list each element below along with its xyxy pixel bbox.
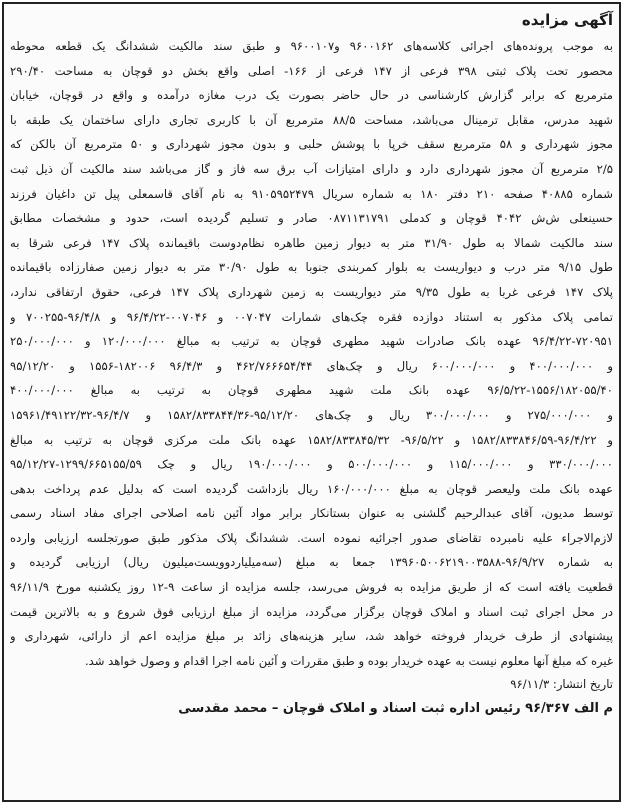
notice-text-line: و ۹۶/۴/۲۲-۱۵۸۲/۸۳۳۸۴۶/۵۹ و ۹۶/۵/۲۲- ۱۵۸۲/۸۳۳۸۴۵/۳۲ عهده بانک ملت مرکزی قوچان به ترتیب به مبالغ: [10, 432, 613, 447]
notice-text-line: در محل اجرای ثبت اسناد و املاک قوچان برگزار می‌گردد، مزایده از مبلغ ارزیابی فوق شروع و به بالاترین قیمت: [10, 604, 613, 619]
notice-text-line: حسینعلی ش‌ش ۴۰۴۲ قوچان و کدملی ۰۸۷۱۱۳۱۷۹۱ صادر و تسلیم گردیده است، حدود و مشخصات مطابق: [10, 211, 613, 226]
notice-text-line: ۳۳۰/۰۰۰/۰۰۰ و ۱۱۵/۰۰۰/۰۰۰ و ۵۰۰/۰۰۰/۰۰۰ و ۱۹۰/۰۰۰/۰۰۰ ریال و چک ۱۲۹۹/۶۶۵۱۵۵/۵۹-۹۵/۱۲/۲۷: [10, 457, 613, 472]
notice-text-line: سند مالکیت شمالا به طول ۳۱/۹۰ متر به دیوار زمین طاهره نظام‌دوست باقیمانده پلاک ۱۴۷ فرعی شرقا به: [10, 235, 613, 250]
notice-text-line: و ۴۰۰/۰۰۰/۰۰۰ و ۶۰۰/۰۰۰/۰۰۰ ریال و چک‌های ۴۶۲/۷۶۶۶۵۴/۴۴ و ۹۶/۴/۳ ۱۸۲۰۰۶-۱۵۵۶ و ۹۵/۱۲/۲۰: [10, 358, 613, 373]
notice-text-line: تمامی پلاک مذکور به استناد دوازده فقره چک‌های شمارات ۰۰۷۰۴۷ و ۰۰۷۰۴۶-۹۶/۴/۲۲ و ۹۶/۴/۸-۷۰۰۲۵۵ و: [10, 309, 613, 324]
notice-text-line: ۹۶/۴/۲۲-۷۲۰۹۵۱ عهده بانک صادرات شهید مطهری قوچان به ترتیب به مبالغ ۱۲۰/۰۰۰/۰۰۰ و ۲۵۰/۰۰۰/۰۰۰: [10, 334, 613, 349]
notice-text-line: عهده بانک ملت ولیعصر قوچان به مبلغ ۱۶۰/۰۰۰/۰۰۰ ریال بازداشت گردیده است که بدلیل عدم پرداخت بدهی: [10, 481, 613, 496]
publication-date: تاریخ انتشار: ۹۶/۱۱/۳: [510, 677, 613, 692]
notice-text-line: به موجب پرونده‌های اجرائی کلاسه‌های ۹۶۰۰۱۶۲ و۹۶۰۰۱۰۷ و طبق سند مالکیت ششدانگ یک قطعه محوطه: [10, 39, 613, 53]
notice-text-line: محصور تحت پلاک ثبتی ۳۹۸ فرعی از ۱۴۷ فرعی از ۱۶۶- اصلی واقع بخش دو قوچان به مساحت ۲۹۰/۴۰: [10, 63, 613, 78]
notice-text-line: ۲/۵ مترمربع آن مجوز شهرداری دارد و دارای امتیازات آب برق سه فاز و گاز می‌باشد سند مالکیت آن ذیل ثبت: [10, 161, 613, 176]
notice-text-line: شهید مدرس، مقابل ترمینال می‌باشد، مساحت ۸۸/۵ مترمربع آن با کاربری تجاری دارای ساختمان یک طبقه با: [10, 112, 613, 127]
notice-text-line: قطعیت یافته است که از طریق مزایده به فروش می‌رسد، جلسه مزایده از ساعت ۹-۱۲ روز یکشنبه مورخ ۹۶/۱۱/۹: [10, 580, 613, 595]
notice-text-line: و ۲۷۵/۰۰۰/۰۰۰ و ۳۰۰/۰۰۰/۰۰۰ ریال و چک‌های ۹۵/۱۲/۲۰-۱۵۸۲/۸۳۳۸۴۴/۳۶ و ۹۶/۴/۷-۱۵۹۶۱/۴۹۱۲۲/۳۲: [10, 407, 613, 422]
notice-text-line: پلاک ۱۴۷ فرعی غربا به طول ۹/۳۵ متر دیواریست به زمین شهرداری پلاک ۱۴۷ فرعی، حقوق ارتفاقی ندارد،: [10, 284, 613, 299]
notice-text-line: لازم‌الاجراء علیه نامبرده تقاضای صدور اجرائیه نموده است. ششدانگ پلاک مذکور طبق صورتجلسه ارزیابی وارده: [10, 530, 613, 545]
notice-text-line: غیره که مبلغ آنها معلوم نیست به عهده خریدار بوده و طبق مقررات و آئین نامه اجرا اقدام و وصول خواهد شد.: [84, 653, 613, 668]
notice-frame: [2, 2, 621, 802]
notice-title: آگهی مزایده: [521, 11, 613, 29]
notice-body: [10, 34, 613, 673]
notice-text-line: توسط مدیون، آقای عبدالرحیم گلشنی به عنوان بستانکار برابر مواد آئین نامه اصلاحی اجرای مفاد اسناد رسمی: [10, 506, 613, 521]
notice-text-line: شماره ۴۰۸۸۵ صفحه ۲۱۰ دفتر ۱۸۰ به شماره سریال ۹۱۰۵۹۵۲۴۷۹ به نام آقای قاسمعلی پیل تن داغیان فرزند: [10, 186, 613, 201]
notice-text-line: به شماره ۹۶/۹/۲۷-۱۳۹۶۰۵۰۰۶۲۱۹۰۰۳۵۸۸ جمعا به مبلغ (سه‌میلیاردوویست‌میلیون ریال) ارزیابی گردیده و: [10, 555, 613, 570]
notice-text-line: مترمربع که برابر گزارش کارشناسی در حال حاضر بصورت یک درب مغازه درآمده و واقع در قوچان، خیابان: [10, 88, 613, 103]
notice-text-line: ۹۶/۵/۲۲-۱۵۵۶/۱۸۲۰۵۵/۴۰ عهده بانک ملت شهید مطهری قوچان به ترتیب به مبالغ ۴۰۰/۰۰۰/۰۰۰: [10, 383, 613, 398]
notice-text-line: طول ۹/۱۵ متر درب و دیواریست به بلوار کمربندی جنوبا به طول ۳۰/۹۰ متر به دیوار زمین صفارزاده باقیمانده: [10, 260, 613, 275]
notice-text-line: مجوز شهرداری و ۵۸ مترمربع سقف خرپا با پوشش حلبی و بدون مجوز شهرداری و ۵۰ مترمربع آن بالکن که: [10, 137, 613, 152]
notice-signature: م الف ۹۶/۳۶۷ رئیس اداره ثبت اسناد و املاک قوچان – محمد مقدسی: [178, 701, 613, 717]
notice-text-line: پیشنهادی از طرف خریدار فروخته خواهد شد، سایر هزینه‌های زائد بر مبلغ مزایده اعم از دارائی، شهرداری و: [10, 629, 613, 644]
